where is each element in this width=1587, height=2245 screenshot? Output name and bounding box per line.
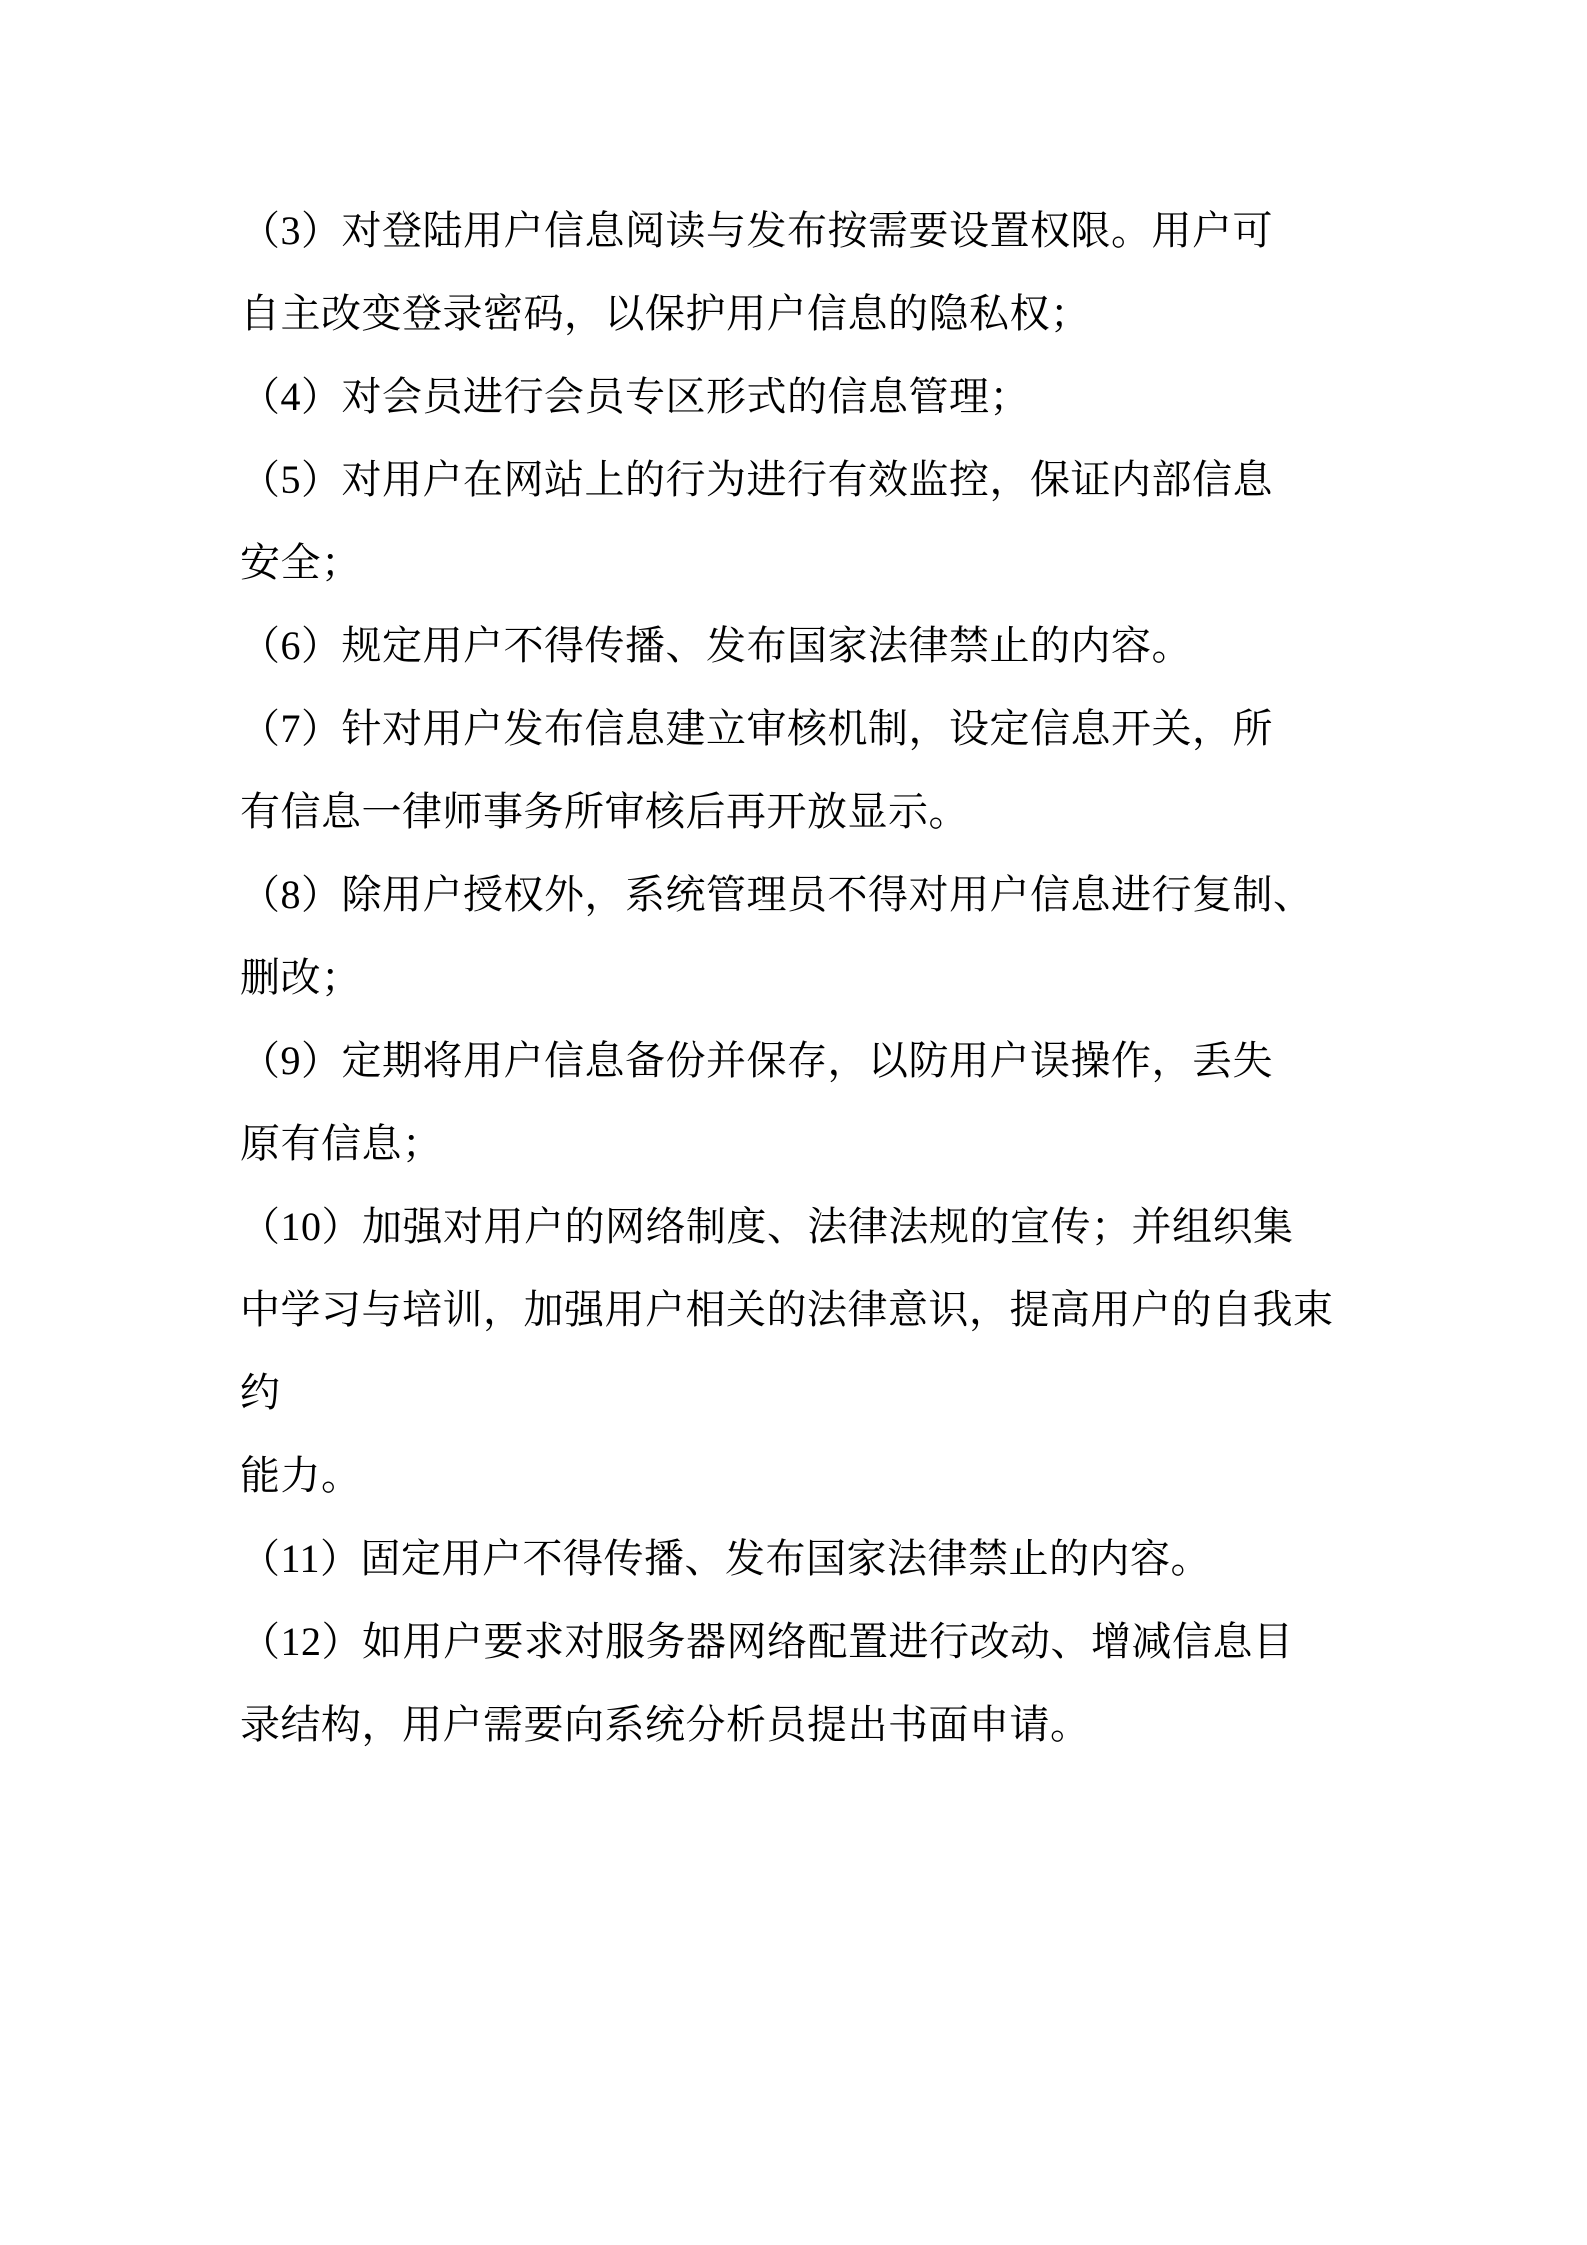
document-line: （7）针对用户发布信息建立审核机制，设定信息开关，所 <box>240 706 1273 751</box>
document-line: （8）除用户授权外，系统管理员不得对用户信息进行复制、 <box>240 872 1314 917</box>
document-line: 原有信息； <box>240 1121 443 1166</box>
document-line: （11）固定用户不得传播、发布国家法律禁止的内容。 <box>240 1536 1212 1581</box>
document-body <box>240 189 1387 1766</box>
document-line: （4）对会员进行会员专区形式的信息管理； <box>240 374 1030 419</box>
document-line: （10）加强对用户的网络制度、法律法规的宣传；并组织集 <box>240 1204 1294 1249</box>
document-line: （5）对用户在网站上的行为进行有效监控，保证内部信息 <box>240 457 1273 502</box>
document-line: 有信息一律师事务所审核后再开放显示。 <box>240 789 969 834</box>
document-line: 安全； <box>240 540 362 585</box>
document-line: 录结构，用户需要向系统分析员提出书面申请。 <box>240 1702 1091 1747</box>
document-line: （12）如用户要求对服务器网络配置进行改动、增减信息目 <box>240 1619 1294 1664</box>
document-line: 约 <box>240 1370 281 1415</box>
document-line: 自主改变登录密码，以保护用户信息的隐私权； <box>240 291 1091 336</box>
document-line: （3）对登陆用户信息阅读与发布按需要设置权限。用户可 <box>240 208 1273 253</box>
document-line: （6）规定用户不得传播、发布国家法律禁止的内容。 <box>240 623 1192 668</box>
document-line: 能力。 <box>240 1453 362 1498</box>
document-line: 删改； <box>240 955 362 1000</box>
document-line: （9）定期将用户信息备份并保存，以防用户误操作，丢失 <box>240 1038 1273 1083</box>
document-line: 中学习与培训，加强用户相关的法律意识，提高用户的自我束 <box>240 1287 1334 1332</box>
